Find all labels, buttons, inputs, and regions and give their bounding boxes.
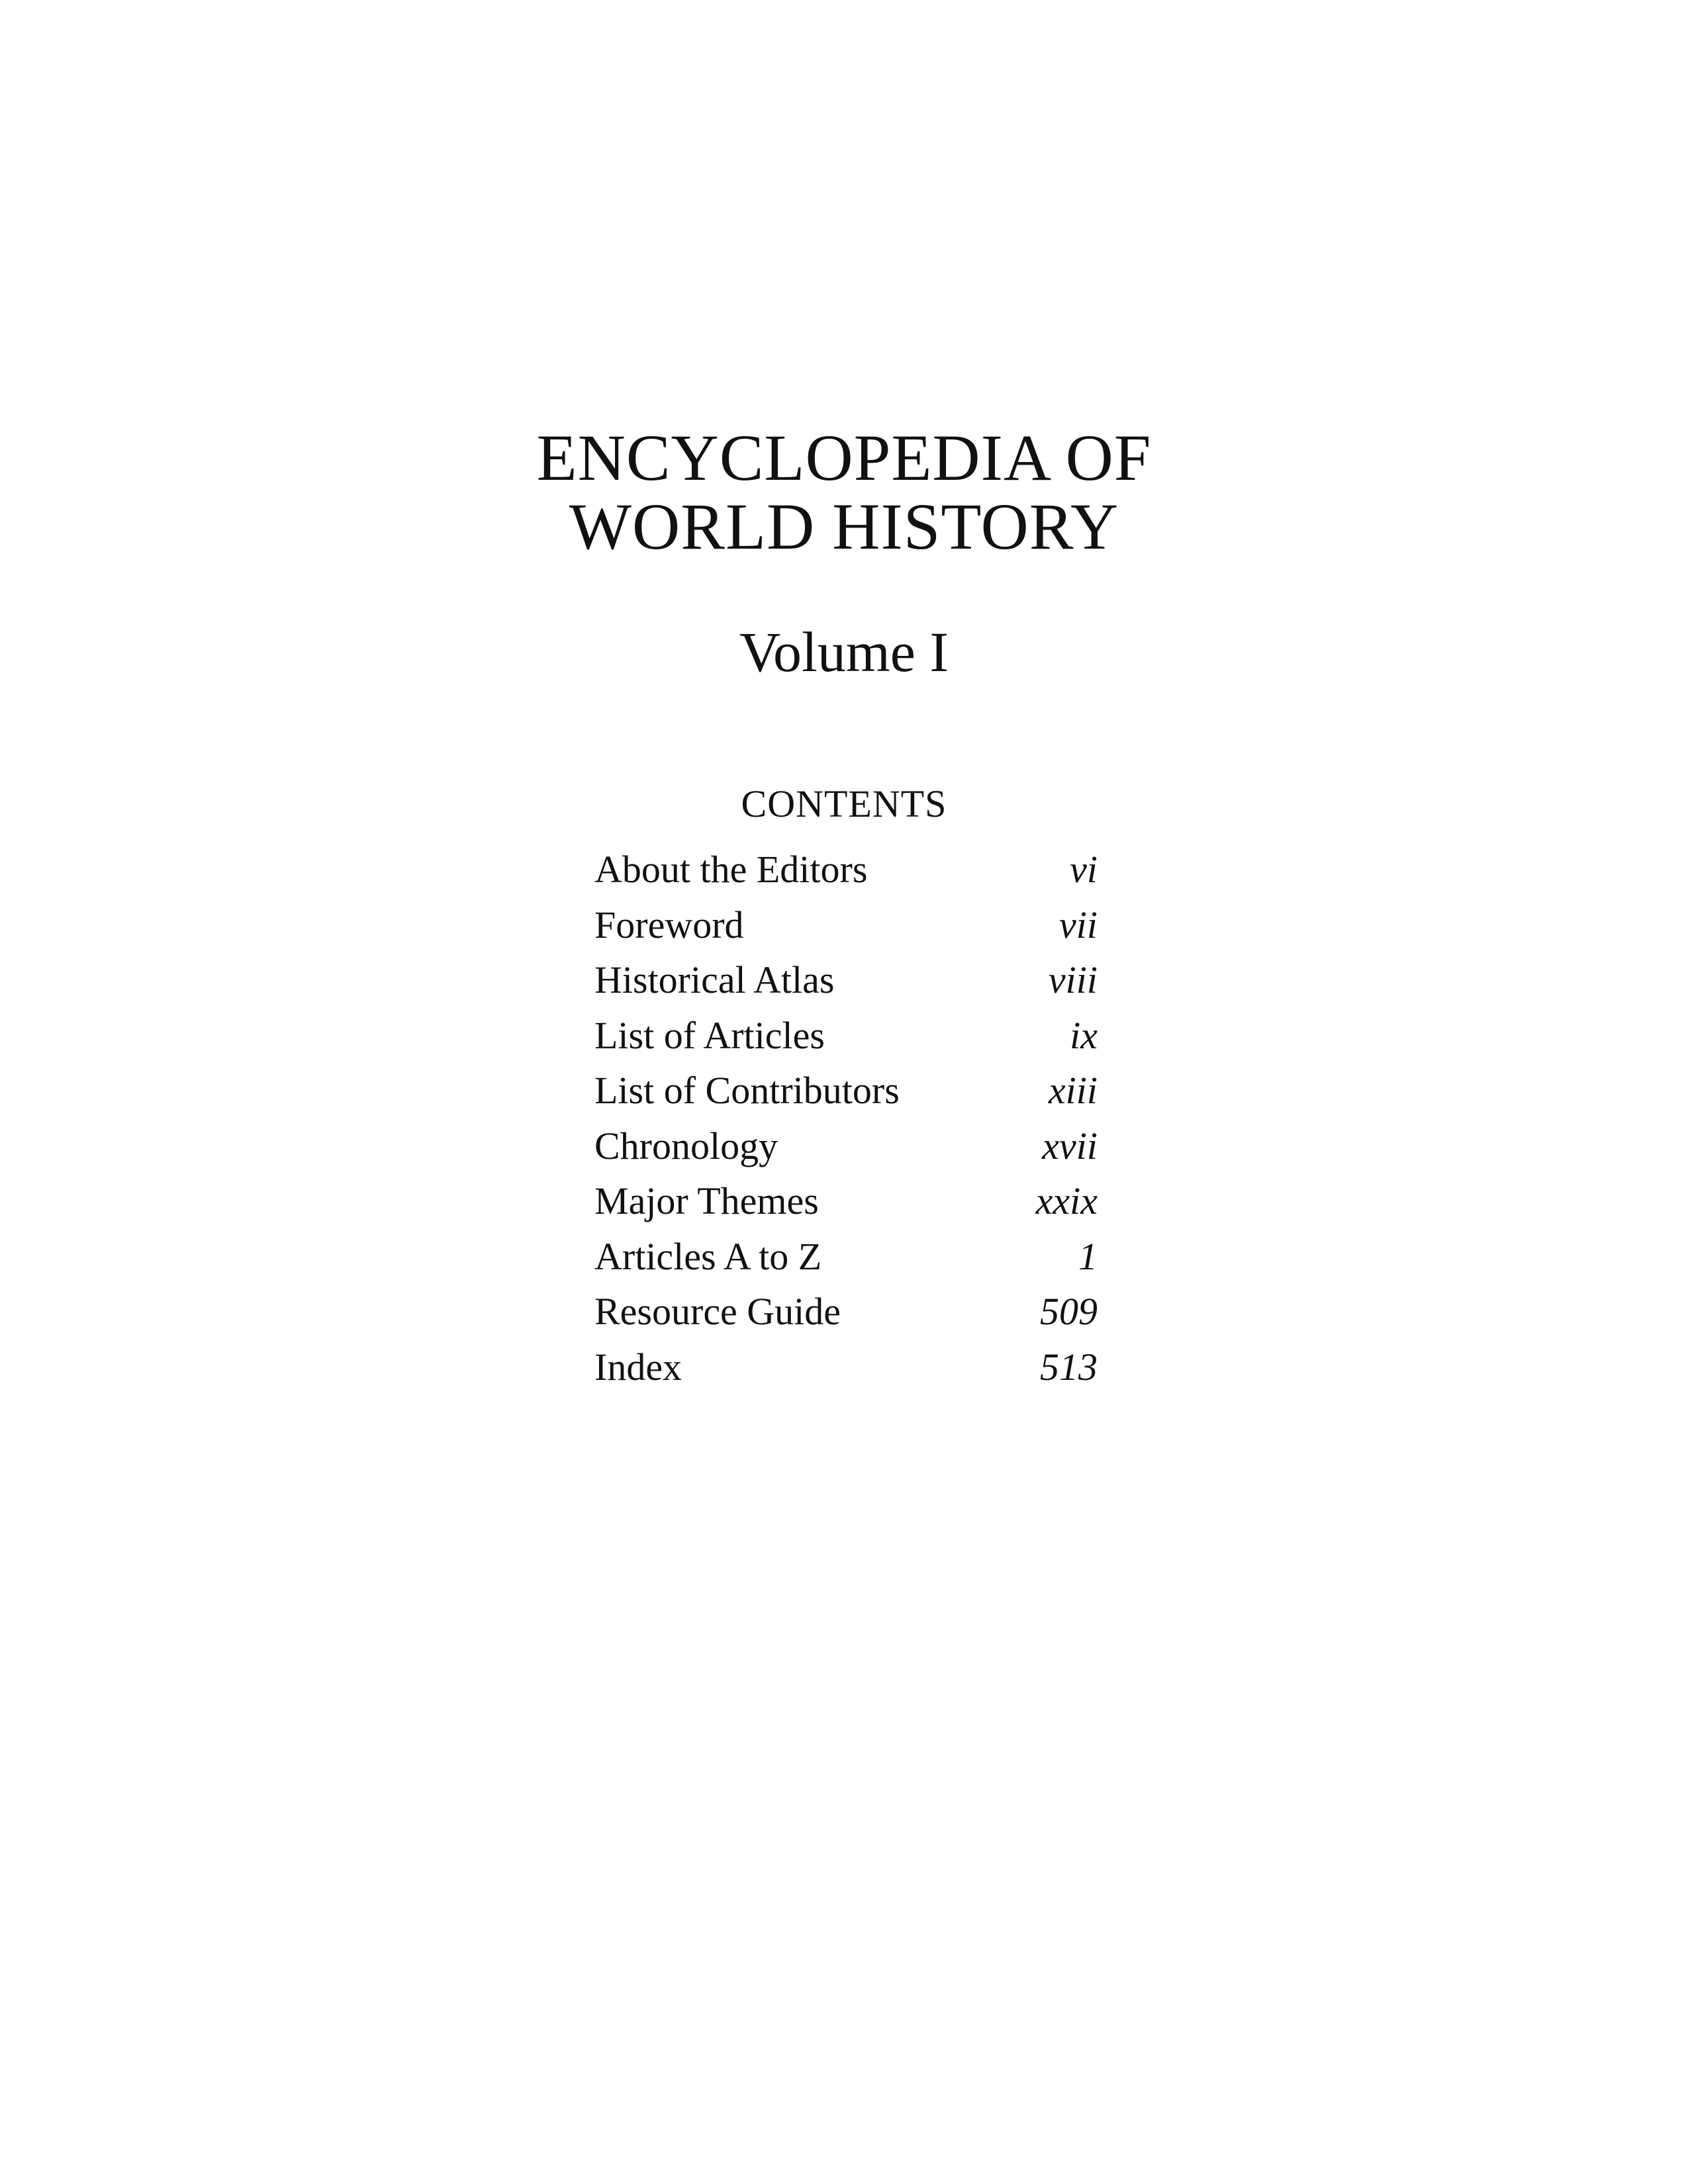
toc-entry-about-the-editors bbox=[594, 842, 1098, 897]
toc-entry-label: List of Contributors bbox=[594, 1069, 900, 1112]
volume-label: Volume I bbox=[739, 620, 949, 684]
toc-entry-historical-atlas bbox=[594, 952, 1098, 1008]
toc-entry-label: Major Themes bbox=[594, 1179, 819, 1222]
toc-entry-page: xiii bbox=[1048, 1069, 1098, 1112]
toc-entry-page: 1 bbox=[1078, 1234, 1098, 1278]
toc-entry-page: 509 bbox=[1040, 1290, 1098, 1333]
toc-entry-label: List of Articles bbox=[594, 1013, 825, 1057]
contents-heading: CONTENTS bbox=[741, 782, 947, 825]
toc-entry-label: Historical Atlas bbox=[594, 958, 835, 1001]
toc-entry-label: Articles A to Z bbox=[594, 1234, 822, 1278]
table-of-contents bbox=[594, 842, 1098, 1394]
toc-entry-label: Index bbox=[594, 1345, 682, 1388]
toc-entry-page: xvii bbox=[1042, 1124, 1098, 1167]
toc-entry-label: About the Editors bbox=[594, 848, 868, 891]
toc-entry-page: viii bbox=[1048, 958, 1098, 1001]
toc-entry-page: vii bbox=[1059, 903, 1098, 946]
toc-entry-label: Chronology bbox=[594, 1124, 778, 1167]
toc-entry-major-themes bbox=[594, 1173, 1098, 1229]
toc-entry-list-of-articles bbox=[594, 1008, 1098, 1064]
toc-entry-label: Resource Guide bbox=[594, 1290, 841, 1333]
toc-entry-articles-a-to-z bbox=[594, 1229, 1098, 1285]
toc-entry-index bbox=[594, 1340, 1098, 1395]
toc-entry-page: ix bbox=[1070, 1013, 1098, 1057]
toc-entry-list-of-contributors bbox=[594, 1063, 1098, 1118]
book-title-line-1: ENCYCLOPEDIA OF bbox=[536, 421, 1152, 494]
toc-entry-label: Foreword bbox=[594, 903, 744, 946]
book-title bbox=[0, 421, 1688, 563]
toc-entry-resource-guide bbox=[594, 1284, 1098, 1340]
toc-entry-foreword bbox=[594, 897, 1098, 953]
toc-entry-page: xxix bbox=[1035, 1179, 1098, 1222]
toc-entry-page: vi bbox=[1070, 848, 1098, 891]
toc-entry-page: 513 bbox=[1040, 1345, 1098, 1388]
book-title-line-2: WORLD HISTORY bbox=[569, 490, 1119, 563]
toc-entry-chronology bbox=[594, 1118, 1098, 1174]
